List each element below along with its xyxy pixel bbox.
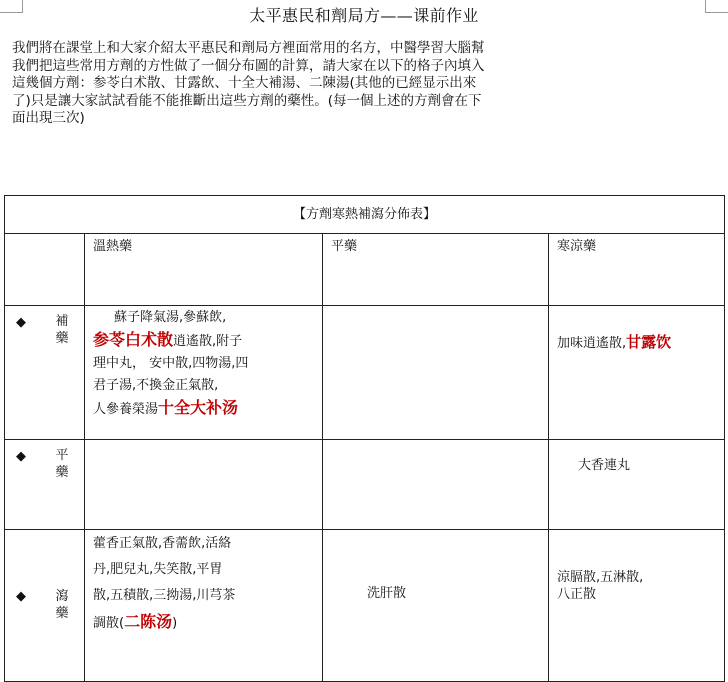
tonic-neutral-cell [323, 306, 549, 440]
tonic-warm-line [93, 329, 315, 353]
header-warm-cell [85, 234, 323, 306]
tonic-cold-text: 加味逍遙散, [557, 336, 627, 351]
intro-line: 這幾個方劑：参苓白术散、甘露飲、十全大補湯、二陳湯(其他的已經显示出來 [12, 75, 477, 91]
header-empty-cell [5, 234, 85, 306]
answer-text: 二陈汤 [124, 612, 173, 631]
diamond-bullet-icon: ◆ [16, 589, 26, 604]
table-caption: 【方劑寒熱補瀉分佈表】 [5, 196, 725, 234]
table-row-purging [5, 530, 725, 682]
row-label-tonic [5, 306, 85, 440]
purging-warm-line: 藿香正氣散,香薷飲,活絡 [93, 536, 232, 551]
tonic-warm-line: 君子湯,不換金正氣散, [93, 378, 219, 393]
purging-warm-line [93, 609, 315, 637]
formula-distribution-table [4, 195, 725, 682]
purging-cold-line: 涼膈散,五淋散, [557, 570, 644, 585]
purging-warm-text: ) [172, 616, 178, 631]
header-neutral-cell [323, 234, 549, 306]
purging-cold-cell [549, 530, 725, 682]
table-header-row [5, 234, 725, 306]
purging-warm-cell [85, 530, 323, 682]
intro-line: 了)只是讓大家試試看能不能推斷出這些方劑的藥性。(每一個上述的方劑會在下 [12, 92, 482, 109]
row-label-neutral [5, 440, 85, 530]
table-caption-row [5, 196, 725, 234]
tonic-warm-content [85, 306, 322, 421]
tonic-warm-text: 逍遙散,附子 [173, 334, 243, 349]
row-label-purging-text: 瀉藥 [55, 589, 69, 621]
intro-line: 面出現三次) [12, 110, 85, 126]
purging-warm-content [85, 530, 322, 637]
purging-cold-content [549, 530, 724, 603]
row-label-neutral-text: 平藥 [55, 448, 69, 480]
tonic-warm-text: 人參養榮湯 [93, 402, 159, 417]
neutral-neutral-cell [323, 440, 549, 530]
intro-line: 我們將在課堂上和大家介紹太平惠民和劑局方裡面常用的名方，中醫學習大腦幫 [12, 40, 485, 56]
neutral-cold-text: 大香連丸 [578, 458, 631, 473]
purging-warm-text: 調散( [93, 616, 125, 631]
header-warm-label: 溫熱藥 [93, 239, 133, 254]
purging-cold-line: 八正散 [557, 587, 597, 602]
neutral-cold-cell [549, 440, 725, 530]
purging-neutral-text: 洗肝散 [367, 586, 407, 601]
answer-text: 十全大补汤 [158, 398, 239, 417]
purging-neutral-cell [323, 530, 549, 682]
row-label-tonic-text: 補藥 [55, 314, 69, 346]
answer-text: 参苓白术散 [93, 330, 174, 349]
diamond-bullet-icon: ◆ [16, 315, 26, 330]
tonic-cold-cell [549, 306, 725, 440]
tonic-warm-cell [85, 306, 323, 440]
diamond-bullet-icon: ◆ [16, 449, 26, 464]
intro-line: 我們把這些常用方劑的方性做了一個分布圖的計算，請大家在以下的格子內填入 [12, 57, 485, 74]
document-title: 太平惠民和劑局方——课前作业 [249, 6, 479, 25]
header-cold-label: 寒涼藥 [557, 239, 597, 254]
header-neutral-label: 平藥 [331, 239, 358, 254]
tonic-warm-line: 理中丸， 安中散,四物湯,四 [93, 356, 249, 371]
tonic-warm-line [93, 397, 315, 421]
header-cold-cell [549, 234, 725, 306]
purging-warm-line: 丹,肥兒丸,失笑散,平胃 [93, 562, 223, 577]
table-row-tonic [5, 306, 725, 440]
tonic-cold-content [549, 306, 724, 356]
intro-paragraph [12, 40, 712, 128]
neutral-warm-cell [85, 440, 323, 530]
answer-text: 甘露饮 [626, 333, 672, 351]
tonic-warm-line: 蘇子降氣湯,參蘇飲, [114, 310, 227, 325]
purging-warm-line: 散,五積散,三拗湯,川芎茶 [93, 588, 236, 603]
table-row-neutral [5, 440, 725, 530]
row-label-purging [5, 530, 85, 682]
